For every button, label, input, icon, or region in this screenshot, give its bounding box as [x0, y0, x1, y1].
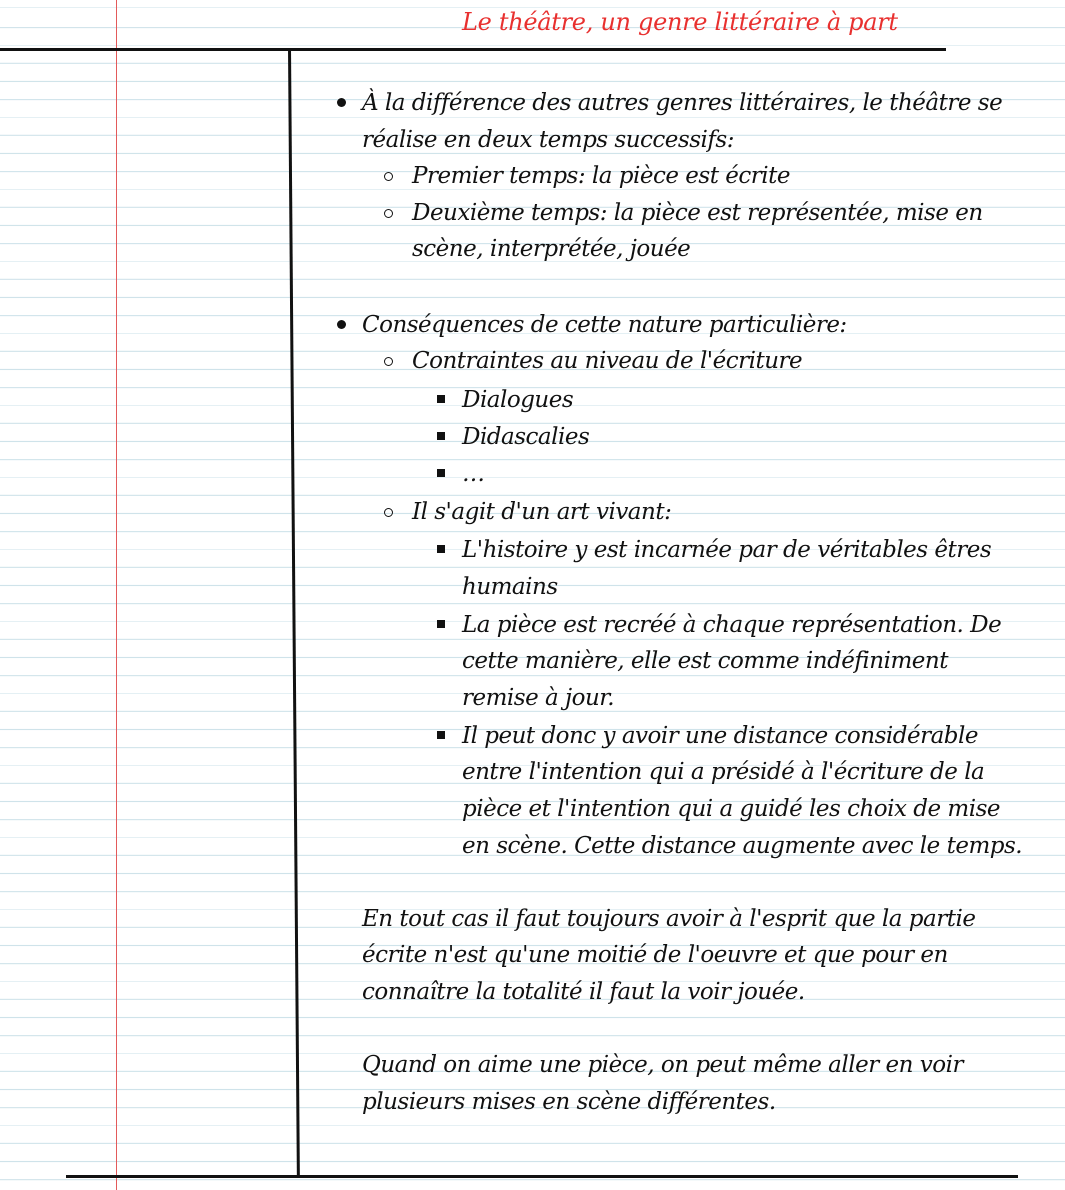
point1-sub2-line2: scène, interprétée, jouée — [412, 236, 691, 262]
point1-line1: À la différence des autres genres littéraires, le théâtre se — [362, 90, 1003, 116]
circle-bullet — [384, 357, 393, 366]
point2-sub2-label: Il s'agit d'un art vivant: — [412, 499, 672, 525]
point2-sub1-label: Contraintes au niveau de l'écriture — [412, 348, 803, 374]
circle-bullet — [384, 508, 393, 517]
point2-line1: Conséquences de cette nature particulière: — [362, 312, 847, 338]
point1-line2: réalise en deux temps successifs: — [362, 127, 734, 153]
square-bullet — [437, 432, 445, 440]
point1-sub2-line1: Deuxième temps: la pièce est représentée, mise en — [412, 200, 983, 226]
point2-sub1-item-ellipsis: … — [462, 461, 485, 487]
point1-sub1: Premier temps: la pièce est écrite — [412, 163, 790, 189]
point2-sub1-item-didascalies: Didascalies — [462, 424, 590, 450]
square-bullet — [437, 469, 445, 477]
circle-bullet — [384, 172, 393, 181]
point2-sub2-item2-line1: La pièce est recréé à chaque représentation. De — [462, 612, 1002, 638]
point2-sub2-item3-line2: entre l'intention qui a présidé à l'écriture de la — [462, 759, 985, 785]
paragraph2-line2: plusieurs mises en scène différentes. — [362, 1089, 776, 1115]
paragraph1-line2: écrite n'est qu'une moitié de l'oeuvre et que pour en — [362, 942, 948, 968]
paragraph2-line1: Quand on aime une pièce, on peut même aller en voir — [362, 1052, 963, 1078]
square-bullet — [437, 545, 445, 553]
page-title: Le théâtre, un genre littéraire à part — [462, 8, 898, 36]
point2-sub2-item3-line1: Il peut donc y avoir une distance considérable — [462, 723, 978, 749]
point2-sub2-item3-line3: pièce et l'intention qui a guidé les choix de mise — [462, 796, 1000, 822]
disc-bullet — [337, 320, 346, 329]
point2-sub1-item-dialogues: Dialogues — [462, 387, 574, 413]
paragraph1-line3: connaître la totalité il faut la voir jouée. — [362, 979, 805, 1005]
point2-sub2-item2-line2: cette manière, elle est comme indéfiniment — [462, 648, 948, 674]
square-bullet — [437, 395, 445, 403]
point2-sub2-item1-line2: humains — [462, 574, 558, 600]
point2-sub2-item2-line3: remise à jour. — [462, 685, 615, 711]
square-bullet — [437, 620, 445, 628]
disc-bullet — [337, 98, 346, 107]
paragraph1-line1: En tout cas il faut toujours avoir à l'esprit que la partie — [362, 906, 976, 932]
square-bullet — [437, 731, 445, 739]
circle-bullet — [384, 209, 393, 218]
point2-sub2-item3-line4: en scène. Cette distance augmente avec le temps. — [462, 833, 1023, 859]
point2-sub2-item1-line1: L'histoire y est incarnée par de véritables êtres — [462, 537, 992, 563]
